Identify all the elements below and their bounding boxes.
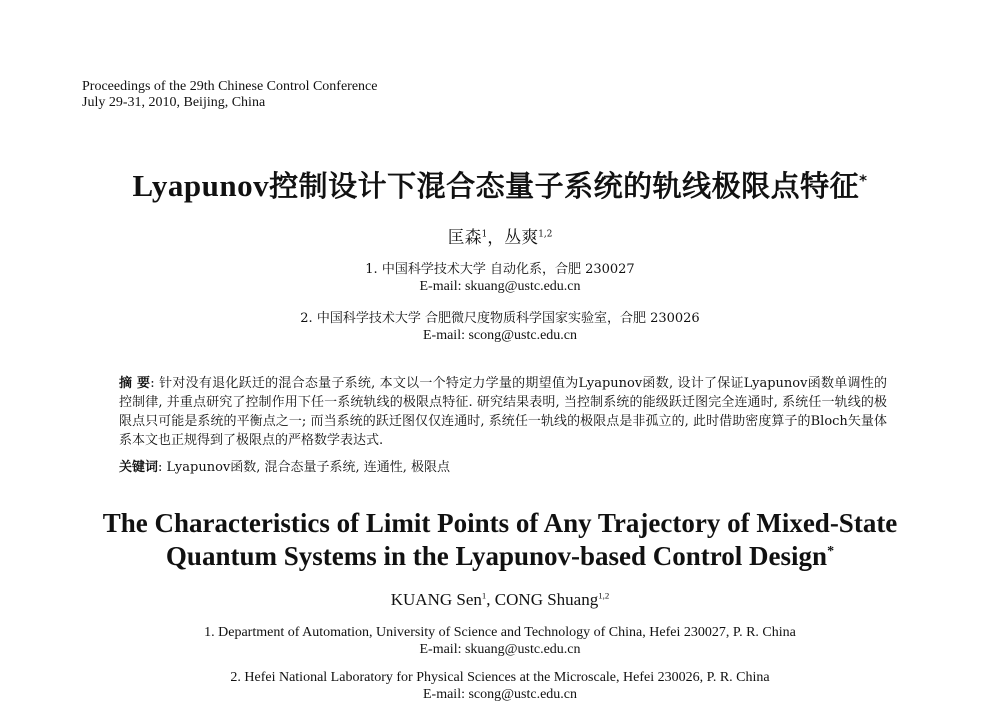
chinese-author-separator: ， <box>487 228 505 248</box>
english-affiliation-1-email[interactable]: E-mail: skuang@ustc.edu.cn <box>419 642 581 657</box>
proceedings-line-1: Proceedings of the 29th Chinese Control Conference <box>82 79 378 94</box>
chinese-affiliation-1-text: 1. 中国科学技术大学 自动化系，合肥 230027 <box>365 262 635 277</box>
english-title-line-1: The Characteristics of Limit Points of Any Trajectory of Mixed-State <box>102 508 898 538</box>
chinese-affiliation-1-email[interactable]: E-mail: skuang@ustc.edu.cn <box>419 279 581 294</box>
chinese-title <box>0 164 1000 205</box>
chinese-title-cjk: 控制设计下混合态量子系统的轨线极限点特征 <box>269 169 860 203</box>
english-authors <box>0 590 1000 610</box>
english-title-line-2: Quantum Systems in the Lyapunov-based Control Design <box>165 541 828 571</box>
chinese-title-latin: Lyapunov <box>132 168 270 203</box>
english-author-1-sup: 1 <box>481 590 487 601</box>
english-affiliation-2-email[interactable]: E-mail: scong@ustc.edu.cn <box>422 687 578 702</box>
chinese-affiliation-2-text: 2. 中国科学技术大学 合肥微尺度物质科学国家实验室，合肥 230026 <box>300 311 700 326</box>
english-affiliation-1-text: 1. Department of Automation, University of Science and Technology of China, Hefei 230027, P. R. China <box>204 625 796 640</box>
english-affiliation-1 <box>0 624 1000 658</box>
english-affiliation-2 <box>0 669 1000 703</box>
keywords-text: : Lyapunov函数, 混合态量子系统, 连通性, 极限点 <box>158 460 451 475</box>
chinese-title-footnote-mark: * <box>859 171 868 190</box>
english-author-1: KUANG Sen <box>390 590 482 609</box>
english-affiliation-2-text: 2. Hefei National Laboratory for Physical Sciences at the Microscale, Hefei 230026, P. R. China <box>230 670 770 685</box>
proceedings-header <box>82 79 377 111</box>
chinese-author-1: 匡森 <box>447 228 482 248</box>
chinese-author-2-sup: 1,2 <box>538 229 553 240</box>
english-author-separator: , <box>486 590 495 609</box>
english-author-2: CONG Shuang <box>494 590 599 609</box>
chinese-affiliation-1 <box>0 261 1000 295</box>
abstract-label: 摘 要 <box>119 376 151 391</box>
chinese-authors <box>0 223 1000 248</box>
english-title <box>0 507 1000 573</box>
english-title-footnote-mark: * <box>827 543 835 559</box>
chinese-author-1-sup: 1 <box>481 229 488 240</box>
chinese-keywords <box>119 458 887 477</box>
english-author-2-sup: 1,2 <box>598 590 610 601</box>
chinese-affiliation-2-email[interactable]: E-mail: scong@ustc.edu.cn <box>422 328 578 343</box>
chinese-affiliation-2 <box>0 310 1000 344</box>
english-title-line-2-wrap <box>0 540 1000 573</box>
keywords-label: 关键词 <box>119 460 159 475</box>
proceedings-line-2: July 29-31, 2010, Beijing, China <box>82 95 266 110</box>
chinese-abstract <box>119 374 887 450</box>
chinese-author-2: 丛爽 <box>504 228 539 248</box>
abstract-text: : 针对没有退化跃迁的混合态量子系统, 本文以一个特定力学量的期望值为Lyapunov函数, 设计了保证Lyapunov函数单调性的控制律, 并重点研究了控制作用下任一系统轨线的极限点特征. 研究结果表明, 当控制系统的能级跃迁图完全连通时, 系统任一轨线的极限点只可能是系统的平衡点之一; 而当系统的跃迁图仅仅连通时, 系统任一轨线的极限点是非孤立的, 此时借助密度算子的Bloch矢量体系本文也正规得到了极限点的严格数学表达式. <box>119 376 887 448</box>
